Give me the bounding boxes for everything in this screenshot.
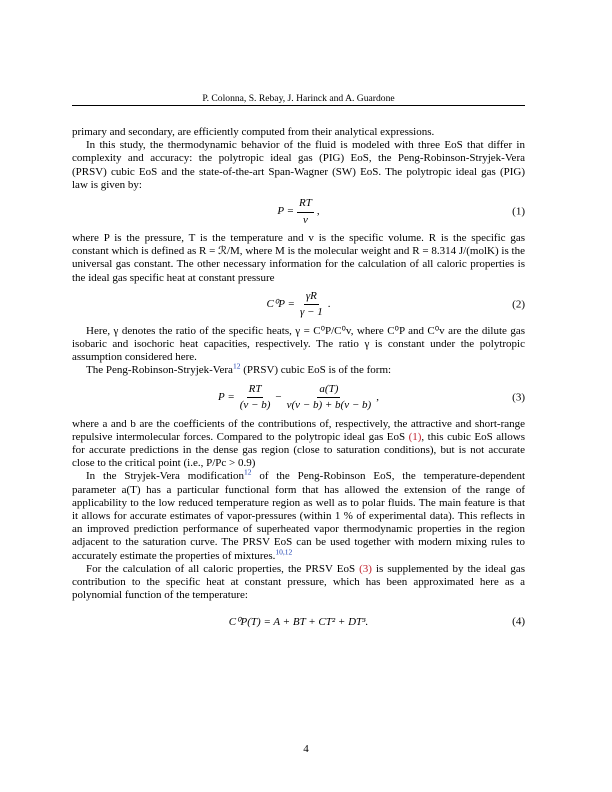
eq2-tail: . xyxy=(327,298,331,311)
eq2-number: (2) xyxy=(512,298,525,311)
text-run: where a and b are the coefficients of the contributions of, respectively, the attractive and short-range repulsive intermolecular forces. Compared to the polytropic ideal gas EoS xyxy=(72,417,525,443)
eq1-numerator: RT xyxy=(297,197,314,212)
body-text xyxy=(72,126,525,642)
text-run: of the Peng-Robinson EoS, the temperature-dependent parameter a(T) has a particular functional form that has allowed the extension of the range of applicability to the low reduced temperature region as well as to polar fluids. The main feature is that it allows for accurate estimates of vapor-pressures (within 1 % of experimental data). This reflects in an improved prediction performance of superheated vapor thermodynamic properties in the region adjacent to the saturation curve. The PRSV EoS can be used together with modern mixing rules to accurately estimate the properties of mixtures. xyxy=(72,470,525,562)
running-head: P. Colonna, S. Rebay, J. Harinck and A. Guardone xyxy=(202,93,395,104)
paragraph: where P is the pressure, T is the temperature and v is the specific volume. R is the specific gas constant which is defined as R = ℛ/M, where M is the molecular weight and R = 8.314 J/(molK) is the universal gas constant. The other necessary information for the calculation of all caloric properties is the ideal gas specific heat at constant pressure xyxy=(72,232,525,284)
header-rule xyxy=(72,105,525,106)
eq3-numerator-2: a(T) xyxy=(317,383,340,398)
eq2-numerator: γR xyxy=(304,290,319,305)
page-number: 4 xyxy=(303,743,309,755)
eq1-fraction xyxy=(297,197,314,226)
text-run: For the calculation of all caloric properties, the PRSV EoS xyxy=(86,562,360,575)
equation-3 xyxy=(72,378,525,418)
equation-2 xyxy=(72,285,525,325)
equation-link[interactable]: (1) xyxy=(408,430,422,443)
equation-1 xyxy=(72,192,525,232)
citation-link[interactable]: 12 xyxy=(243,467,252,477)
equation-link[interactable]: (3) xyxy=(359,562,372,575)
text-run: (PRSV) cubic EoS is of the form: xyxy=(240,364,392,377)
text-run: is supplemented by the ideal gas contribution to the specific heat at constant pressure, which has been approximated here as a polynomial function of the temperature: xyxy=(72,562,525,602)
eq2-denominator: γ − 1 xyxy=(299,306,323,319)
eq3-number: (3) xyxy=(512,391,525,404)
paragraph xyxy=(72,563,525,603)
eq1-number: (1) xyxy=(512,205,525,218)
eq3-tail: , xyxy=(376,391,379,404)
eq1-lhs: P = xyxy=(277,205,295,218)
eq2-lhs: C⁰P = xyxy=(266,298,295,311)
text-run: , this cubic EoS allows for accurate predictions in the dense gas region (close to saturation conditions), but is not accurate close to the critical point (i.e., P/Pc > 0.9) xyxy=(72,430,525,470)
eq3-lhs: P = xyxy=(218,391,235,404)
eq3-numerator-1: RT xyxy=(247,383,264,398)
paragraph xyxy=(72,361,525,377)
eq1-denominator: v xyxy=(303,213,308,226)
text-run: In the Stryjek-Vera modification xyxy=(86,470,244,483)
paragraph xyxy=(72,418,525,471)
eq2-fraction xyxy=(298,290,325,319)
text-run: The Peng-Robinson-Stryjek-Vera xyxy=(86,364,233,377)
eq1-tail: , xyxy=(316,205,320,218)
eq4-expression: C⁰P(T) = A + BT + CT² + DT³. xyxy=(228,615,369,628)
paragraph: In this study, the thermodynamic behavior of the fluid is modeled with three EoS that differ in complexity and accuracy: the polytropic ideal gas (PIG) EoS, the Peng-Robinson-Stryjek-Vera (PRSV) cubic EoS and the state-of-the-art Span-Wagner (SW) EoS. The polytropic ideal gas (PIG) law is given by: xyxy=(72,139,525,191)
paragraph: primary and secondary, are efficiently computed from their analytical expressions. xyxy=(72,126,435,138)
citation-link[interactable]: 12 xyxy=(232,361,241,371)
eq4-number: (4) xyxy=(512,615,525,628)
paragraph xyxy=(72,467,525,562)
equation-4 xyxy=(72,602,525,642)
paragraph: Here, γ denotes the ratio of the specific heats, γ = C⁰P/C⁰v, where C⁰P and C⁰v are the dilute gas isobaric and isochoric heat capacities, respectively. The ratio γ is constant under the polytropic assumption considered here. xyxy=(72,324,525,364)
citation-link[interactable]: 10,12 xyxy=(275,547,293,557)
eq3-fraction-1 xyxy=(238,383,273,412)
eq3-minus: − xyxy=(275,391,282,404)
eq3-denominator-1: (v − b) xyxy=(239,399,271,412)
eq3-denominator-2: v(v − b) + b(v − b) xyxy=(286,399,372,412)
eq3-fraction-2 xyxy=(285,383,374,412)
